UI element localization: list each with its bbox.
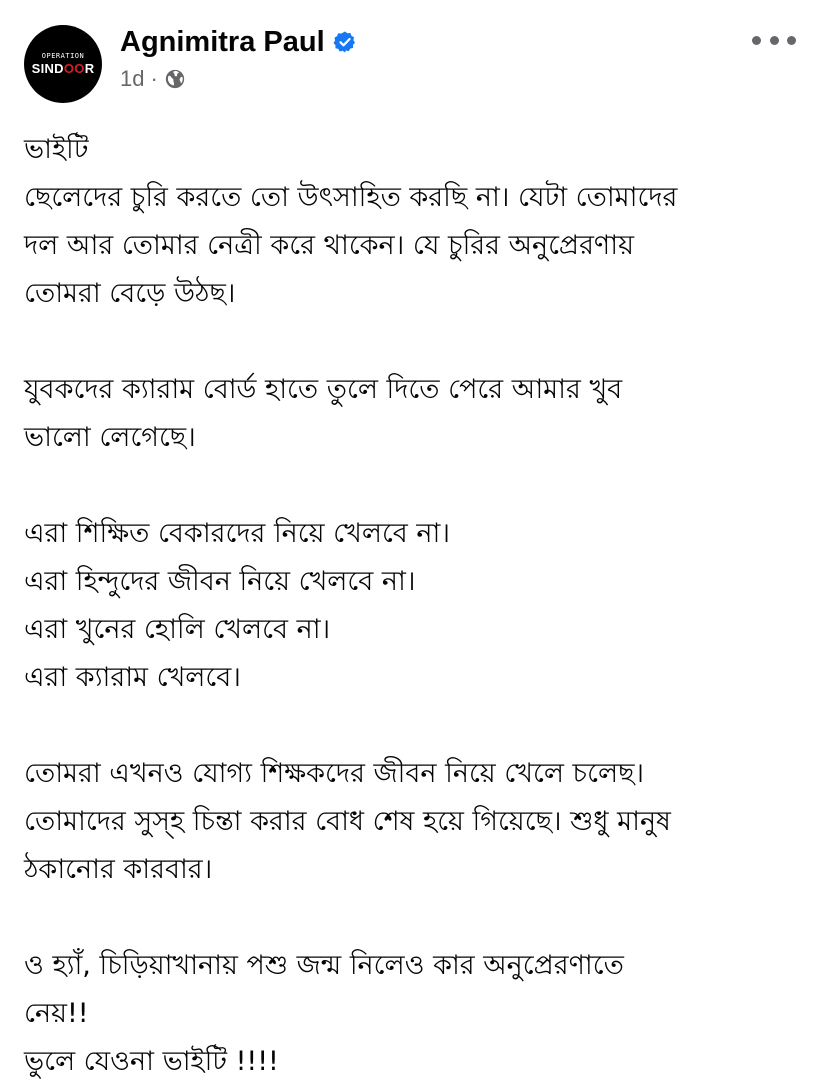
post-paragraph: [24, 942, 794, 1086]
avatar-text-part3: R: [84, 61, 95, 76]
avatar-text-bottom: [32, 61, 95, 76]
post-timestamp[interactable]: 1d: [120, 66, 145, 91]
post-line: এরা হিন্দুদের জীবন নিয়ে খেলবে না।: [24, 566, 416, 597]
more-dot-icon: [787, 36, 796, 45]
meta-separator: ·: [150, 66, 158, 91]
author-name[interactable]: Agnimitra Paul: [120, 26, 325, 58]
post-line: ঠকানোর কারবার।: [24, 854, 213, 885]
post-line: তোমাদের সুস্হ চিন্তা করার বোধ শেষ হয়ে গিয়েছে। শুধু মানুষ: [24, 806, 671, 837]
avatar-text-part1: SIND: [31, 61, 64, 76]
post-line: এরা শিক্ষিত বেকারদের নিয়ে খেলবে না।: [24, 518, 451, 549]
post-line: ভাইটি: [24, 134, 89, 165]
post-line: নেয়!!: [24, 998, 89, 1029]
post-line: ও হ্যাঁ, চিড়িয়াখানায় পশু জন্ম নিলেও কার অনুপ্রেরণাতে: [24, 950, 624, 981]
more-dot-icon: [752, 36, 761, 45]
avatar[interactable]: [24, 25, 102, 103]
post-paragraph: [24, 366, 794, 462]
verified-badge-icon: [333, 30, 357, 54]
post-paragraph: [24, 750, 794, 894]
post-line: এরা খুনের হোলি খেলবে না।: [24, 614, 331, 645]
post-line: দল আর তোমার নেত্রী করে থাকেন। যে চুরির অনুপ্রেরণায়: [24, 230, 634, 261]
avatar-text-top: OPERATION: [41, 52, 85, 60]
more-options-button[interactable]: [752, 26, 796, 54]
post-paragraph: [24, 510, 794, 702]
post-meta: [120, 66, 186, 92]
globe-icon[interactable]: [164, 68, 186, 90]
post-header: [0, 0, 813, 120]
post-text: [24, 126, 794, 1086]
more-dot-icon: [770, 36, 779, 45]
author-row: [120, 24, 357, 60]
avatar-text-part2: OO: [63, 61, 85, 76]
post-paragraph: [24, 126, 794, 318]
post-line: এরা ক্যারাম খেলবে।: [24, 662, 241, 693]
post-line: যুবকদের ক্যারাম বোর্ড হাতে তুলে দিতে পেরে আমার খুব: [24, 374, 623, 405]
post-line: ছেলেদের চুরি করতে তো উৎসাহিত করছি না। যেটা তোমাদের: [24, 182, 678, 213]
post-line: তোমরা এখনও যোগ্য শিক্ষকদের জীবন নিয়ে খেলে চলেছ।: [24, 758, 645, 789]
post-line: তোমরা বেড়ে উঠছ।: [24, 278, 236, 309]
post-line: ভালো লেগেছে।: [24, 422, 196, 453]
post-line: ভুলে যেওনা ভাইটি !!!!: [24, 1046, 279, 1077]
